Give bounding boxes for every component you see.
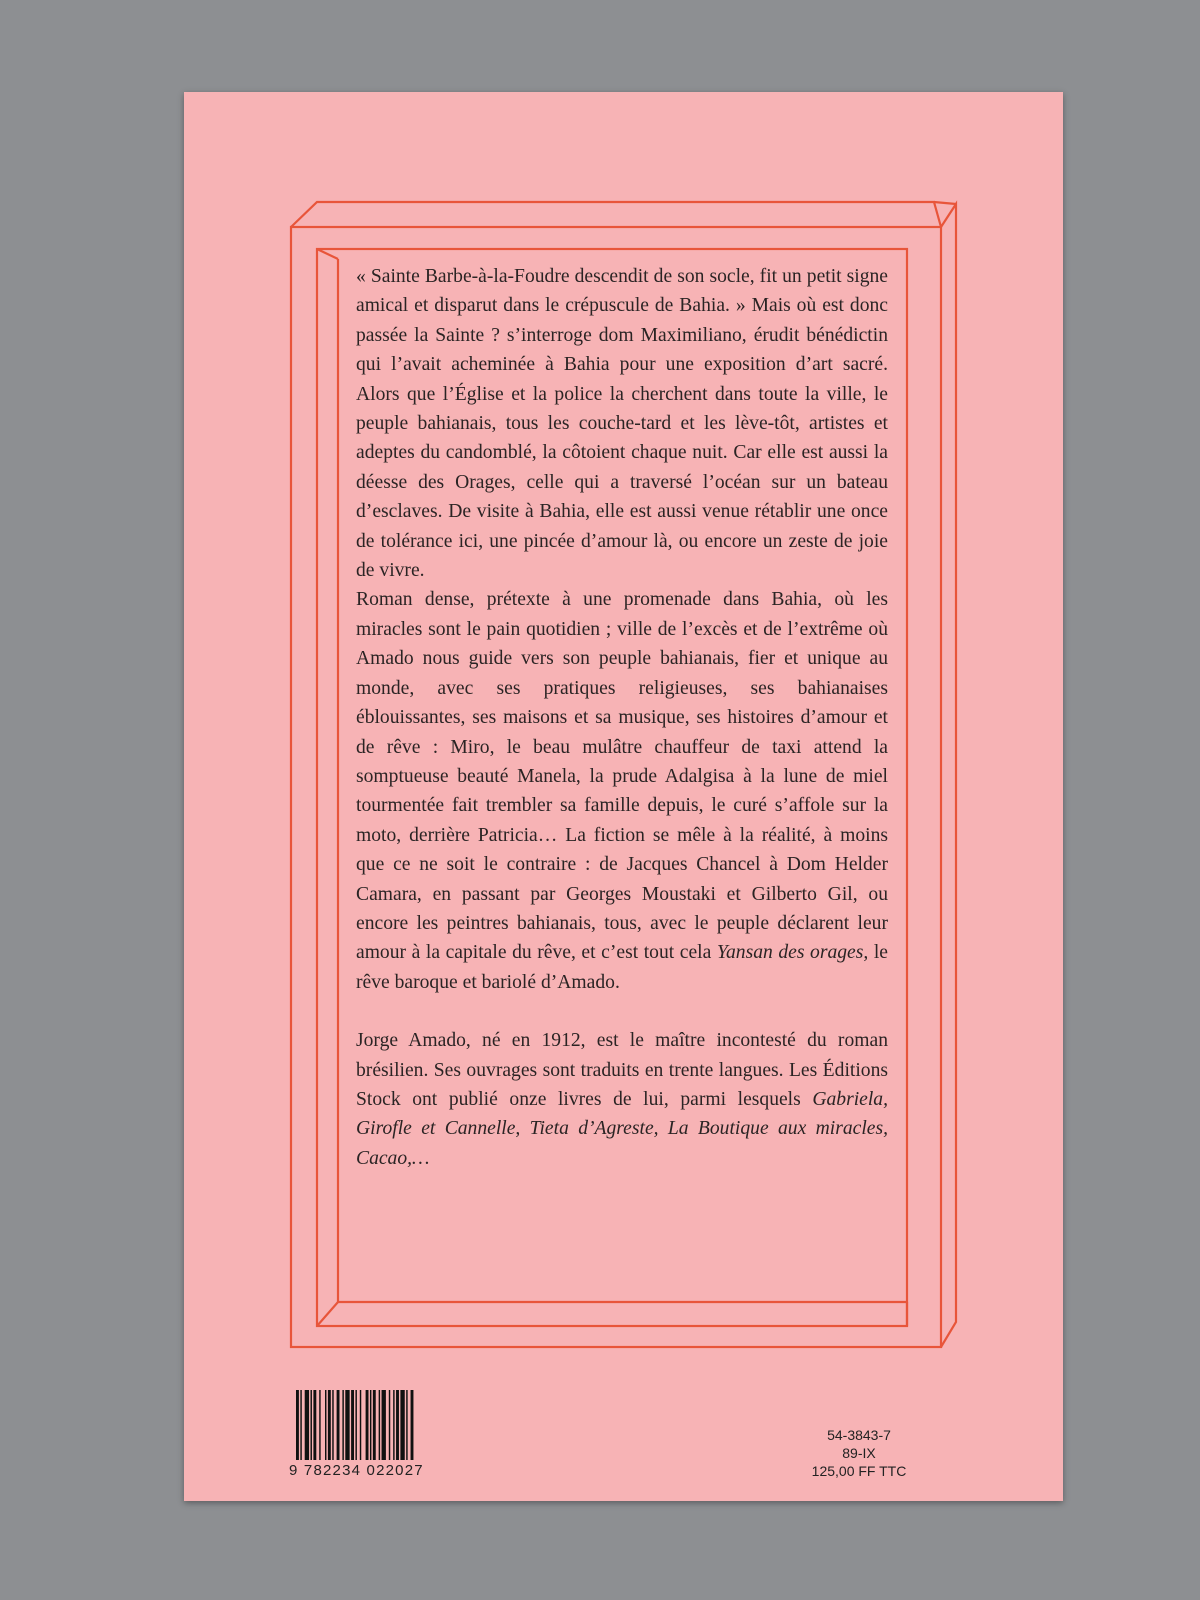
barcode-bar: [313, 1390, 316, 1460]
other-titles-italic: Gabriela, Girofle et Cannelle, Tieta d’Agreste, La Boutique aux miracles, Cacao,…: [356, 1088, 888, 1169]
barcode-bar: [355, 1390, 356, 1460]
book-back-cover: [184, 92, 1063, 1501]
barcode-bar: [319, 1390, 320, 1460]
barcode-bar: [311, 1390, 312, 1460]
blurb-paragraph-author: [356, 1026, 888, 1173]
barcode-bar: [411, 1390, 414, 1460]
barcode-bar: [351, 1390, 354, 1460]
barcode-bar: [393, 1390, 394, 1460]
edition-code: 89-IX: [842, 1445, 876, 1461]
barcode-bar: [400, 1390, 404, 1460]
barcode-bar: [360, 1390, 361, 1460]
barcode: [294, 1390, 464, 1460]
barcode-bar: [366, 1390, 369, 1460]
book-title-italic: Yansan des orages,: [716, 942, 869, 964]
barcode-bar: [300, 1390, 301, 1460]
barcode-bar: [332, 1390, 333, 1460]
blurb-review-text: Roman dense, prétexte à une promenade dans Bahia, où les miracles sont le pain quotidien ; ville de l’excès et de l’extrême où Amado nous guide vers son peuple bahianais, fier et unique au monde, avec ses pratiques religieuses, ses bahianaises éblouissantes, ses maisons et sa musique, ses histoires d’amour et de rêve : Miro, le beau mulâtre chauffeur de taxi attend la somptueuse beauté Manela, la prude Adalgisa à la lune de miel tourmentée fait trembler sa famille depuis, le curé s’affole sur la moto, derrière Patricia… La fiction se mêle à la réalité, à moins que ce ne soit le contraire : de Jacques Chancel à Dom Helder Camara, en passant par Georges Moustaki et Gilberto Gil, ou encore les peintres bahianais, tous, avec le peuple déclarent leur amour à la capitale du rêve, et c’est tout cela: [356, 589, 888, 964]
catalog-code: 54-3843-7: [827, 1427, 891, 1443]
isbn-number: 9 782234 022027: [289, 1462, 424, 1479]
blurb-review-end: le rêve baroque et bariolé d’Amado.: [356, 942, 888, 993]
barcode-bar: [373, 1390, 376, 1460]
author-bio-text: Jorge Amado, né en 1912, est le maître incontesté du roman brésilien. Ses ouvrages sont traduits en trente langues. Les Éditions Stock ont publié onze livres de lui, parmi lesquels: [356, 1030, 888, 1110]
barcode-bar: [382, 1390, 386, 1460]
barcode-bar: [379, 1390, 380, 1460]
blurb-paragraph-review: [356, 585, 888, 997]
barcode-bar: [296, 1390, 299, 1460]
publisher-codes: [779, 1426, 939, 1480]
barcode-bar: [345, 1390, 349, 1460]
blurb-paragraph-summary: « Sainte Barbe-à-la-Foudre descendit de son socle, fit un petit signe amical et disparut dans le crépuscule de Bahia. » Mais où est donc passée la Sainte ? s’interroge dom Maximiliano, érudit bénédictin qui l’avait acheminée à Bahia pour une exposition d’art sacré. Alors que l’Église et la police la cherchent dans toute la ville, le peuple bahianais, tous les couche-tard et les lève-tôt, artistes et adeptes du candomblé, la côtoient chaque nuit. Car elle est aussi la déesse des Orages, celle qui a traversé l’océan sur un bateau d’esclaves. De visite à Bahia, elle est aussi venue rétablir une once de tolérance ici, une pincée d’amour là, ou encore un zeste de joie de vivre.: [356, 266, 888, 582]
barcode-bar: [370, 1390, 371, 1460]
price: 125,00 FF TTC: [811, 1463, 907, 1479]
barcode-bar: [406, 1390, 407, 1460]
barcode-bar: [396, 1390, 399, 1460]
barcode-bar: [305, 1390, 309, 1460]
barcode-bar: [337, 1390, 340, 1460]
barcode-bar: [342, 1390, 343, 1460]
barcode-bar: [328, 1390, 331, 1460]
barcode-bar: [389, 1390, 390, 1460]
back-cover-blurb: [356, 262, 888, 1173]
barcode-bar: [325, 1390, 326, 1460]
